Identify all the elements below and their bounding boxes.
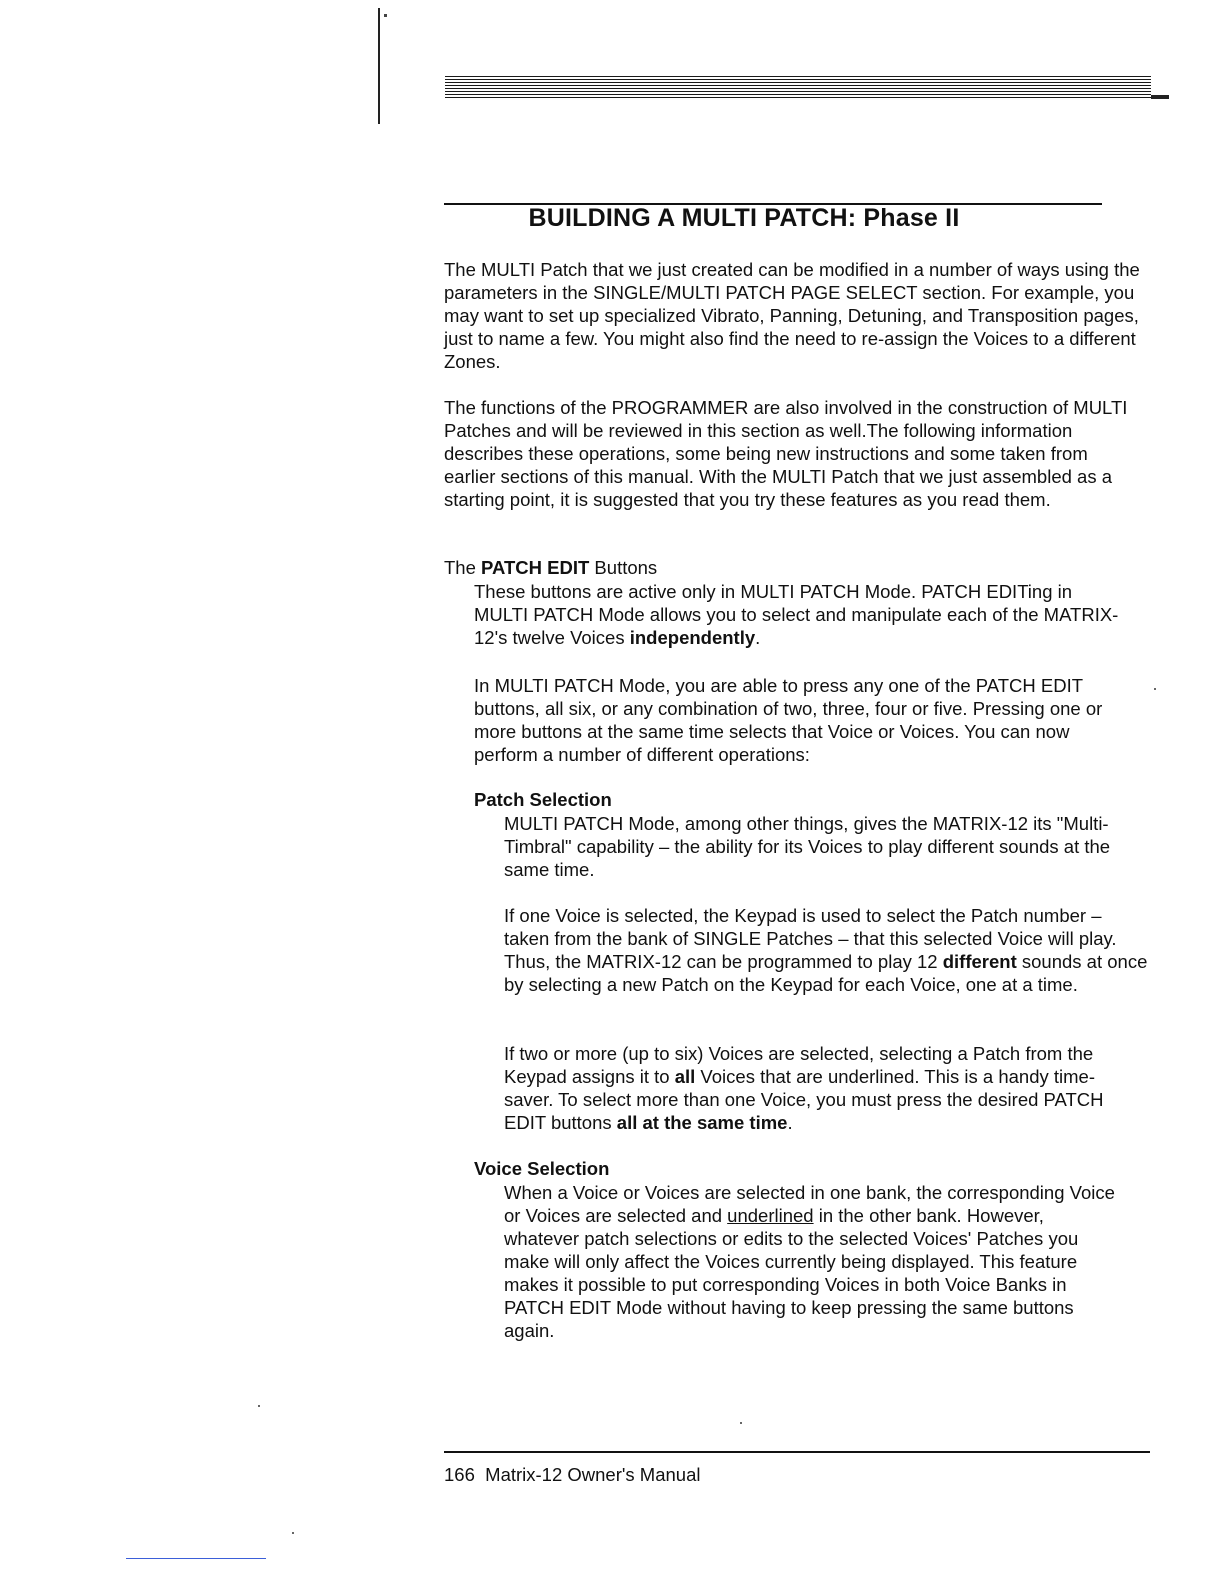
- patch-edit-heading: [444, 556, 1044, 579]
- patch-selection-p2-bold: different: [942, 951, 1017, 972]
- intro-paragraph-2: The functions of the PROGRAMMER are also involved in the construction of MULTI Patches and will be reviewed in this section as well.The following information describes these operations, some being new instructions and some taken from earlier sections of this manual. With the MULTI Patch that we just assembled as a starting point, it is suggested that you try these features as you read them.: [444, 397, 1128, 510]
- patch-selection-p2-a: If one Voice is selected, the Keypad is used to select the Patch number – taken from the bank of SINGLE Patches – that this selected Voice will play. Thus, the MATRIX-12 can be programmed to play 12: [504, 905, 1117, 972]
- patch-selection-paragraph-1: MULTI PATCH Mode, among other things, gives the MATRIX-12 its "Multi-Timbral" capability – the ability for its Voices to play different sounds at the same time.: [504, 813, 1111, 880]
- page-footer: [444, 1463, 700, 1486]
- patch-selection-p3-bold-2: all at the same time: [616, 1112, 788, 1133]
- scan-speck: [1154, 688, 1156, 690]
- intro-paragraph-1: The MULTI Patch that we just created can be modified in a number of ways using the parameters in the SINGLE/MULTI PATCH PAGE SELECT section. For example, you may want to set up specialized Vibrato, Panning, Detuning, and Transposition pages, just to name a few. You might also find the need to re-assign the Voices to a different Zones.: [444, 259, 1140, 372]
- manual-title: Matrix-12 Owner's Manual: [485, 1464, 701, 1485]
- patch-selection-paragraph-2: [504, 904, 1149, 996]
- patch-edit-heading-bold: PATCH EDIT: [481, 557, 590, 578]
- scan-artifact-line: [126, 1558, 266, 1559]
- patch-edit-heading-pre: The: [444, 557, 482, 578]
- patch-selection-p3-a: If two or more (up to six) Voices are selected, selecting a Patch from the Keypad assigns it to: [504, 1043, 1094, 1087]
- patch-selection-heading: Patch Selection: [474, 789, 612, 810]
- voice-selection-paragraph-1: [504, 1181, 1124, 1342]
- footer-rule: [444, 1451, 1150, 1453]
- patch-edit-heading-post: Buttons: [589, 557, 658, 578]
- patch-edit-paragraph-2: In MULTI PATCH Mode, you are able to press any one of the PATCH EDIT buttons, all six, or any combination of two, three, four or five. Pressing one or more buttons at the same time selects that Voice or Voices. You can now perform a number of different operations:: [474, 675, 1103, 765]
- binding-margin-line: [378, 8, 380, 124]
- voice-selection-p1-a: When a Voice or Voices are selected in one bank, the corresponding Voice or Voices are selected and: [504, 1182, 1115, 1226]
- patch-edit-p1-bold: independently: [629, 627, 756, 648]
- patch-selection-p2-b: sounds at once by selecting a new Patch on the Keypad for each Voice, one at a time.: [504, 951, 1148, 995]
- page-title: BUILDING A MULTI PATCH: Phase II: [528, 204, 960, 232]
- patch-selection-p3-c: .: [787, 1112, 793, 1133]
- scan-speck: [258, 1405, 260, 1407]
- patch-selection-p3-bold-1: all: [674, 1066, 696, 1087]
- patch-edit-paragraph-1: [474, 580, 1124, 649]
- voice-selection-heading: Voice Selection: [474, 1158, 610, 1179]
- patch-edit-p1-text: These buttons are active only in MULTI PATCH Mode. PATCH EDITing in MULTI PATCH Mode allows you to select and manipulate each of the MATRIX-12's twelve Voices: [474, 581, 1119, 648]
- patch-selection-paragraph-3: [504, 1042, 1144, 1134]
- scan-speck: [740, 1422, 742, 1424]
- patch-edit-p1-end: .: [755, 627, 761, 648]
- scan-speck: [292, 1532, 294, 1534]
- header-ruled-band: [445, 76, 1151, 99]
- voice-selection-p1-b: in the other bank. However, whatever patch selections or edits to the selected Voices' Patches you make will only affect the Voices currently being displayed. This feature makes it possible to put corresponding Voices in both Voice Banks in PATCH EDIT Mode without having to keep pressing the same buttons again.: [504, 1205, 1079, 1341]
- patch-selection-p3-b: Voices that are underlined. This is a handy time-saver. To select more than one Voice, you must press the desired PATCH EDIT buttons: [504, 1066, 1104, 1133]
- voice-selection-p1-underlined: underlined: [727, 1205, 814, 1226]
- page-number: 166: [444, 1464, 475, 1485]
- header-band-tail: [1151, 95, 1169, 99]
- binding-margin-mark: [384, 14, 387, 17]
